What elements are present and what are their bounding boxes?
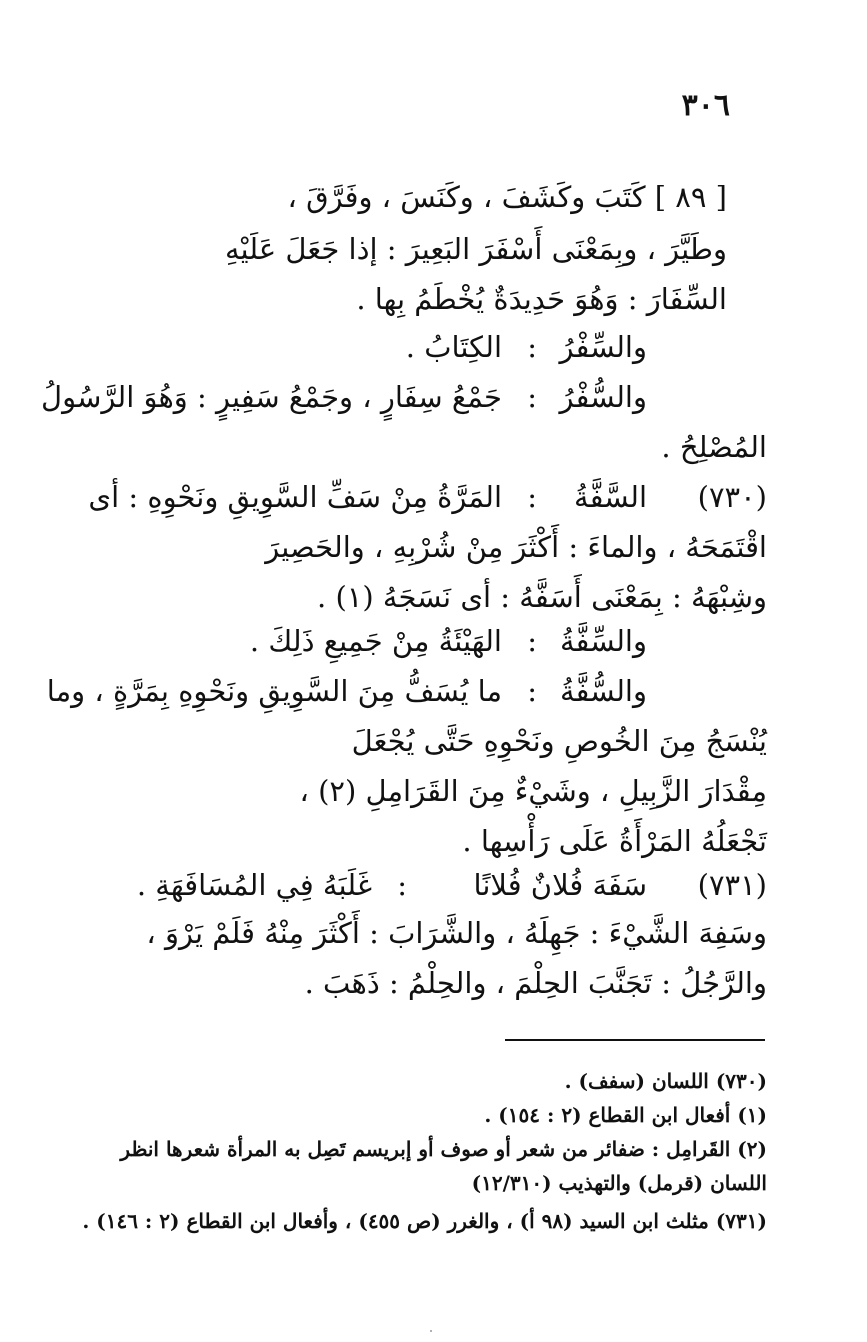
- entry-headword: سَفَهَ فُلانٌ فُلانًا: [473, 868, 647, 902]
- text-line: [ ٨٩ ] كَتَبَ وكَشَفَ ، وكَنَسَ ، وفَرَّقَ ،: [287, 180, 727, 214]
- entry-colon: :: [527, 380, 537, 414]
- scan-speck: [430, 1330, 432, 1332]
- text-line: السِّفَارَ : وَهُوَ حَدِيدَةٌ يُخْطَمُ بِها .: [356, 282, 727, 316]
- entry-definition: الكِتَابُ .: [405, 330, 502, 364]
- footnote: (٢) القَرامِل : ضفائر من شعر أو صوف أو إبريسم تَصِل به المرأة شعرها انظر: [120, 1137, 767, 1161]
- entry-headword: والسُّفْرُ: [559, 380, 647, 414]
- entry-headword: السَّفَّةُ: [574, 480, 647, 514]
- text-line: اقْتَمَحَهُ ، والماءَ : أَكْثَرَ مِنْ شُرْبِهِ ، والحَصِيرَ: [265, 530, 767, 564]
- text-line: يُنْسَجُ مِنَ الخُوصِ ونَحْوِهِ حَتَّى يُجْعَلَ: [351, 724, 767, 758]
- entry-colon: :: [397, 868, 407, 902]
- dictionary-entry: [107, 860, 767, 910]
- dictionary-entry: [88, 472, 767, 522]
- entry-headword: والسِّفْرُ: [559, 330, 647, 364]
- text-line: تَجْعَلُهُ المَرْأَةُ عَلَى رَأْسِها .: [462, 824, 767, 858]
- footnote: (٧٣٠) اللسان (سفف) .: [564, 1069, 767, 1093]
- entry-definition: غَلَبَهُ فِي المُسَافَهَةِ .: [136, 868, 372, 902]
- page-number: ٣٠٦: [681, 88, 730, 123]
- dictionary-entry: [41, 372, 767, 422]
- entry-colon: :: [527, 330, 537, 364]
- entry-headword: والسُّفَّةُ: [560, 674, 647, 708]
- entry-headword: والسِّفَّةُ: [560, 624, 647, 658]
- text-line: وسَفِهَ الشَّيْءَ : جَهِلَهُ ، والشَّرَابَ : أَكْثَرَ مِنْهُ فَلَمْ يَرْوَ ،: [146, 916, 767, 950]
- text-line: مِقْدَارَ الزَّبِيلِ ، وشَيْءٌ مِنَ القَرَامِلِ (٢) ،: [299, 774, 767, 808]
- footnote-divider: [505, 1039, 765, 1041]
- entry-definition: ما يُسَفُّ مِنَ السَّوِيقِ ونَحْوِهِ بِمَرَّةٍ ، وما: [46, 674, 502, 708]
- text-line: والرَّجُلُ : تَجَنَّبَ الحِلْمَ ، والحِلْمُ : ذَهَبَ .: [304, 966, 767, 1000]
- entry-number: (٧٣٠): [697, 480, 767, 514]
- footnote: (١) أفعال ابن القطاع (٢ : ١٥٤) .: [484, 1103, 767, 1127]
- footnote: اللسان (قرمل) والتهذيب (١٢/٣١٠): [471, 1171, 767, 1195]
- dictionary-entry: [107, 322, 767, 372]
- footnote: (٧٣١) مثلث ابن السيد (٩٨ أ) ، والغرر (ص ٤٥٥) ، وأفعال ابن القطاع (٢ : ١٤٦) .: [82, 1209, 767, 1233]
- entry-colon: :: [527, 480, 537, 514]
- entry-definition: جَمْعُ سِفَارٍ ، وجَمْعُ سَفِيرٍ : وَهُوَ الرَّسُولُ: [41, 380, 502, 414]
- text-line: المُصْلِحُ .: [661, 430, 767, 464]
- entry-colon: :: [527, 624, 537, 658]
- dictionary-entry: [107, 616, 767, 666]
- text-line: وطَيَّرَ ، وبِمَعْنَى أَسْفَرَ البَعِيرَ : إذا جَعَلَ عَلَيْهِ: [225, 232, 727, 266]
- entry-definition: الهَيْئَةُ مِنْ جَمِيعِ ذَلِكَ .: [249, 624, 502, 658]
- dictionary-entry: [46, 666, 767, 716]
- entry-definition: المَرَّةُ مِنْ سَفِّ السَّوِيقِ ونَحْوِهِ : أى: [88, 480, 502, 514]
- text-line: وشِبْهَهُ : بِمَعْنَى أَسَفَّهُ : أى نَسَجَهُ (١) .: [317, 580, 767, 614]
- entry-number: (٧٣١): [697, 868, 767, 902]
- entry-colon: :: [527, 674, 537, 708]
